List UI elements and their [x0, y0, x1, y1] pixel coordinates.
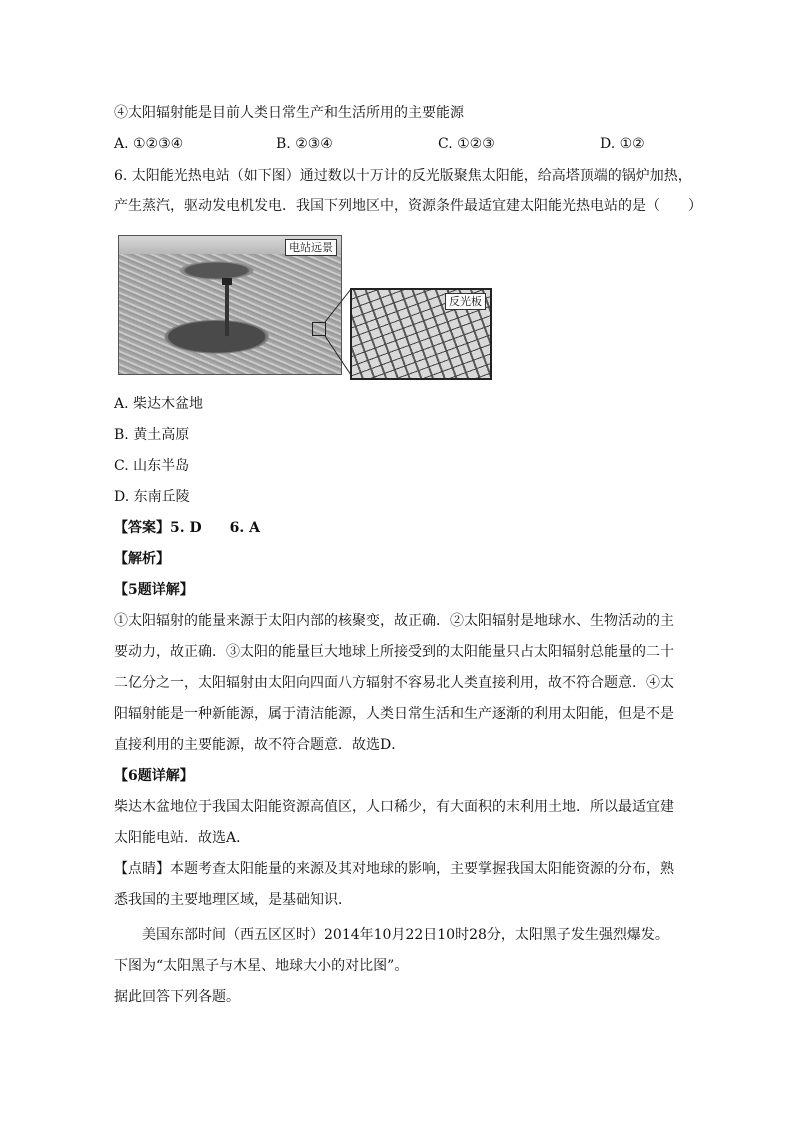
q5-detail-line-2: 要动力，故正确．③太阳的能量巨大地球上所接受到的太阳能量只占太阳辐射总能量的二十 — [114, 644, 674, 660]
q6-detail-heading: 【6题详解】 — [114, 768, 194, 784]
q5-detail-line-1: ①太阳辐射的能量来源于太阳内部的核聚变，故正确．②太阳辐射是地球水、生物活动的主 — [114, 613, 674, 629]
q6-detail-line-2: 太阳能电站．故选A． — [114, 830, 251, 846]
answer-line: 【答案】5. D 6. A — [114, 520, 260, 536]
q5-option-d: D. ①② — [600, 136, 645, 152]
q5-detail-line-4: 阳辐射能是一种新能源，属于清洁能源，人类日常生活和生产逐渐的利用太阳能，但是不是 — [114, 706, 674, 722]
q5-option-a: A. ①②③④ — [114, 136, 184, 152]
tip-line-1: 【点睛】本题考查太阳能量的来源及其对地球的影响，主要掌握我国太阳能资源的分布，熟 — [114, 861, 674, 877]
q5-detail-line-3: 二亿分之一，太阳辐射由太阳向四面八方辐射不容易北人类直接利用，故不符合题意．④太 — [114, 675, 674, 691]
q6-option-a: A. 柴达木盆地 — [114, 396, 204, 412]
q5-detail-line-5: 直接利用的主要能源，故不符合题意．故选D． — [114, 737, 406, 753]
q5-option-b: B. ②③④ — [276, 136, 333, 152]
q6-stem-line-1: 6. 太阳能光热电站（如下图）通过数以十万计的反光版聚焦太阳能，给高塔顶端的锅炉加热， — [114, 168, 692, 184]
zoom-marker — [312, 322, 326, 336]
solar-tower — [225, 282, 229, 336]
passage-line-3: 据此回答下列各题。 — [114, 989, 240, 1005]
power-station-photo — [118, 235, 342, 375]
tip-line-2: 悉我国的主要地理区域，是基础知识． — [114, 892, 352, 908]
reflector-panels-photo — [350, 288, 492, 380]
q5-detail-heading: 【5题详解】 — [114, 582, 194, 598]
q6-option-c: C. 山东半岛 — [114, 458, 190, 474]
q5-option-c: C. ①②③ — [438, 136, 495, 152]
q6-stem-line-2: 产生蒸汽，驱动发电机发电．我国下列地区中，资源条件最适宜建太阳能光热电站的是（ ） — [114, 198, 702, 214]
photo-label-distant-view: 电站远景 — [285, 239, 337, 256]
q6-option-b: B. 黄土高原 — [114, 427, 190, 443]
passage-line-1: 美国东部时间（西五区区时）2014年10月22日10时28分，太阳黑子发生强烈爆发。 — [142, 927, 669, 943]
analysis-heading: 【解析】 — [114, 551, 170, 567]
q5-statement-4: ④太阳辐射能是目前人类日常生产和生活所用的主要能源 — [114, 105, 464, 121]
photo-label-reflector: 反光板 — [445, 293, 486, 310]
passage-line-2: 下图为“太阳黑子与木星、地球大小的对比图”。 — [114, 958, 409, 974]
q6-detail-line-1: 柴达木盆地位于我国太阳能资源高值区，人口稀少，有大面积的末利用土地．所以最适宜建 — [114, 799, 674, 815]
q6-option-d: D. 东南丘陵 — [114, 489, 190, 505]
